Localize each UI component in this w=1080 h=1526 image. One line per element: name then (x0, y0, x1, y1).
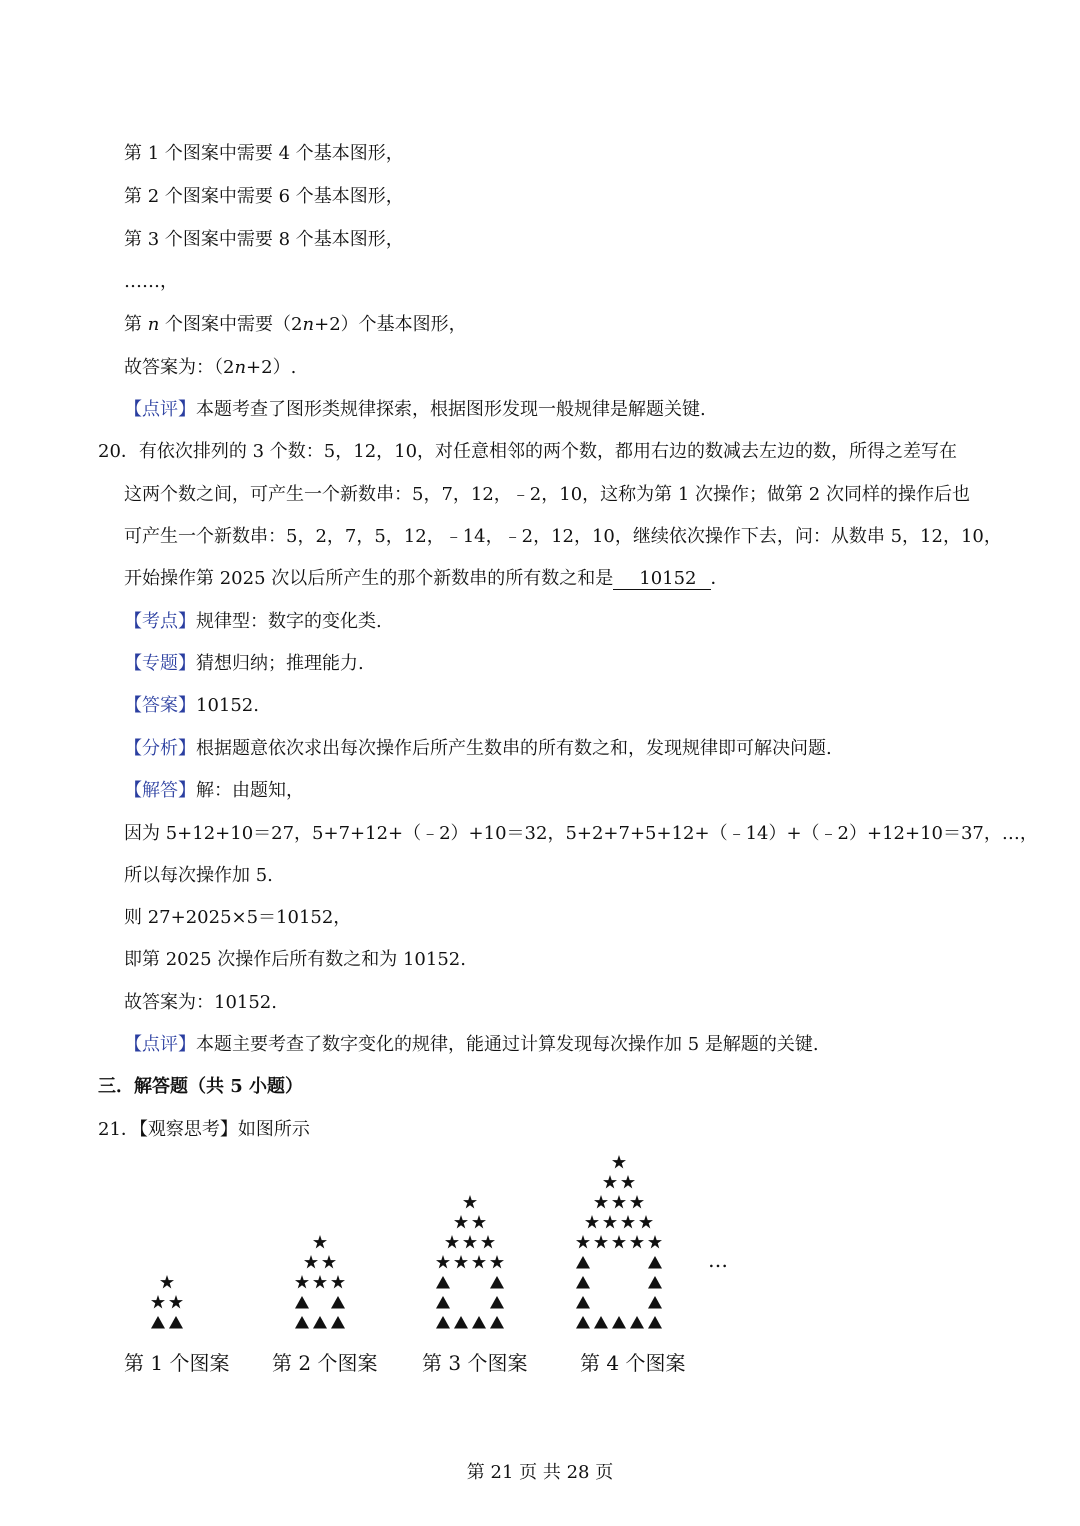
comment-text: 本题考查了图形类规律探索，根据图形发现一般规律是解题关键. (196, 399, 706, 420)
q20-jieda (124, 779, 304, 803)
q20-step-4: 即第 2025 次操作后所有数之和为 10152. (124, 949, 466, 970)
kaodian-text: 规律型：数字的变化类. (196, 611, 382, 632)
star-icon (648, 1235, 662, 1249)
prev-solution-answer (124, 356, 296, 380)
star-icon (472, 1255, 486, 1269)
line-n-post: 个图案中需要（2 (159, 314, 303, 335)
triangle-icon (313, 1315, 327, 1329)
triangle-icon (648, 1315, 662, 1329)
line-n-var2: n (302, 314, 315, 335)
prev-solution-line-2: 第 2 个图案中需要 6 个基本图形， (124, 186, 404, 207)
q20-text-line-4 (124, 567, 729, 591)
triangle-icon (594, 1315, 608, 1329)
q20-text-line-1 (98, 440, 957, 464)
star-icon (603, 1215, 617, 1229)
page-number: 第 21 页 共 28 页 (466, 1462, 614, 1483)
star-icon (169, 1295, 183, 1309)
q20-step-5: 故答案为：10152. (124, 992, 277, 1013)
q20-step-2: 所以每次操作加 5. (124, 865, 273, 886)
q20-text4-pre: 开始操作第 2025 次以后所产生的那个新数串的所有数之和是 (124, 568, 614, 589)
star-icon (295, 1275, 309, 1289)
star-icon (160, 1275, 174, 1289)
triangle-icon (436, 1295, 450, 1309)
q20-text-line-3: 可产生一个新数串：5，2，7，5，12，﹣14，﹣2，12，10，继续依次操作下去，问：从数串 5，12，10， (124, 526, 1002, 547)
q20-comment-text: 本题主要考查了数字变化的规律，能通过计算发现每次操作加 5 是解题的关键. (196, 1034, 819, 1055)
zhuanti-tag: 【专题】 (124, 653, 196, 674)
triangle-icon (436, 1275, 450, 1289)
star-icon (445, 1235, 459, 1249)
line-n-var: n (147, 314, 160, 335)
triangle-icon (295, 1315, 309, 1329)
jieda-tag: 【解答】 (124, 780, 196, 801)
triangle-icon (169, 1315, 183, 1329)
triangle-icon (576, 1275, 590, 1289)
triangle-icon (454, 1315, 468, 1329)
jieda-text: 解：由题知， (196, 780, 304, 801)
star-icon (639, 1215, 653, 1229)
answer-blank: 10152 (613, 569, 710, 590)
daan-tag: 【答案】 (124, 695, 196, 716)
q20-text1: 有依次排列的 3 个数：5，12，10，对任意相邻的两个数，都用右边的数减去左边的数，所得之差写在 (138, 441, 958, 462)
prev-solution-comment (124, 398, 706, 422)
star-icon (585, 1215, 599, 1229)
q20-fenxi (124, 737, 832, 761)
star-icon (322, 1255, 336, 1269)
triangle-icon (331, 1295, 345, 1309)
line-n-pre: 第 (124, 314, 148, 335)
prev-solution-line-n (124, 313, 467, 337)
triangle-icon (490, 1275, 504, 1289)
prev-solution-line-3: 第 3 个图案中需要 8 个基本图形， (124, 229, 404, 250)
prev-solution-line-1: 第 1 个图案中需要 4 个基本图形， (124, 143, 404, 164)
q20-text-line-2: 这两个数之间，可产生一个新数串：5，7，12，﹣2，10，这称为第 1 次操作；做第 2 次同样的操作后也 (124, 484, 970, 505)
star-icon (612, 1195, 626, 1209)
star-icon (576, 1235, 590, 1249)
star-icon (603, 1175, 617, 1189)
q21-intro: 21．【观察思考】如图所示 (98, 1119, 310, 1140)
q20-daan (124, 694, 259, 718)
caption-pattern-1: 第 1 个图案 (124, 1351, 230, 1375)
q20-zhuanti (124, 652, 364, 676)
star-icon (630, 1195, 644, 1209)
star-icon (490, 1255, 504, 1269)
caption-pattern-3: 第 3 个图案 (422, 1351, 528, 1375)
section-heading: 三．解答题（共 5 小题） (98, 1076, 304, 1097)
triangle-icon (648, 1255, 662, 1269)
star-icon (463, 1235, 477, 1249)
triangle-icon (576, 1315, 590, 1329)
q20-step-1: 因为 5+12+10＝27，5+7+12+（﹣2）+10＝32，5+2+7+5+12+（﹣14）+（﹣2）+12+10＝37，…， (124, 823, 1038, 844)
triangle-icon (576, 1255, 590, 1269)
q20-step-3: 则 27+2025×5＝10152， (124, 907, 352, 928)
star-icon (463, 1195, 477, 1209)
q20-text4-post: ． (710, 568, 729, 589)
star-icon (436, 1255, 450, 1269)
answer-post: +2）. (246, 357, 297, 378)
triangle-icon (648, 1295, 662, 1309)
triangle-icon (151, 1315, 165, 1329)
star-icon (594, 1195, 608, 1209)
triangle-icon (576, 1295, 590, 1309)
q20-kaodian (124, 610, 382, 634)
triangle-icon (295, 1295, 309, 1309)
more-ellipsis: … (708, 1248, 728, 1272)
q20-number: 20． (98, 441, 139, 462)
star-icon (454, 1215, 468, 1229)
q20-comment (124, 1033, 819, 1057)
star-icon (454, 1255, 468, 1269)
zhuanti-text: 猜想归纳；推理能力. (196, 653, 364, 674)
q20-comment-tag: 【点评】 (124, 1034, 196, 1055)
star-icon (331, 1275, 345, 1289)
star-icon (594, 1235, 608, 1249)
caption-pattern-2: 第 2 个图案 (272, 1351, 378, 1375)
line-n-end: +2）个基本图形， (314, 314, 467, 335)
kaodian-tag: 【考点】 (124, 611, 196, 632)
star-icon (481, 1235, 495, 1249)
triangle-icon (490, 1315, 504, 1329)
triangle-icon (331, 1315, 345, 1329)
star-icon (313, 1235, 327, 1249)
triangle-icon (436, 1315, 450, 1329)
triangle-icon (490, 1295, 504, 1309)
star-icon (621, 1175, 635, 1189)
fenxi-tag: 【分析】 (124, 738, 196, 759)
answer-pre: 故答案为：（2 (124, 357, 235, 378)
star-icon (612, 1155, 626, 1169)
triangle-icon (648, 1275, 662, 1289)
star-icon (612, 1235, 626, 1249)
star-icon (472, 1215, 486, 1229)
star-icon (630, 1235, 644, 1249)
prev-solution-ellipsis: ……， (124, 271, 178, 292)
triangle-icon (472, 1315, 486, 1329)
comment-tag: 【点评】 (124, 399, 196, 420)
fenxi-text: 根据题意依次求出每次操作后所产生数串的所有数之和，发现规律即可解决问题. (196, 738, 832, 759)
star-icon (313, 1275, 327, 1289)
triangle-icon (630, 1315, 644, 1329)
daan-text: 10152. (196, 695, 259, 716)
answer-var: n (234, 357, 247, 378)
star-icon (621, 1215, 635, 1229)
triangle-icon (612, 1315, 626, 1329)
star-icon (151, 1295, 165, 1309)
star-icon (304, 1255, 318, 1269)
caption-pattern-4: 第 4 个图案 (580, 1351, 686, 1375)
